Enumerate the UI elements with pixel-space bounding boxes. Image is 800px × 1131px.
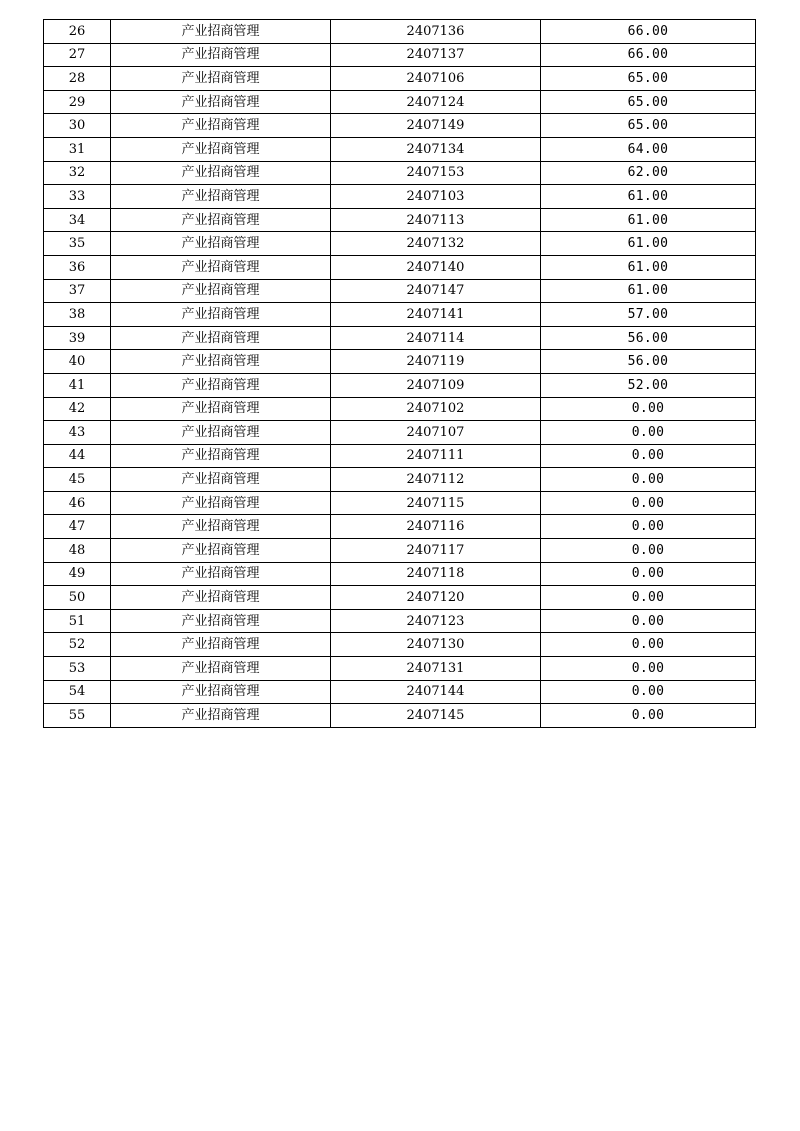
score-cell: 66.00 bbox=[541, 43, 756, 67]
candidate-id-cell: 2407144 bbox=[331, 680, 541, 704]
position-cell: 产业招商管理 bbox=[111, 633, 331, 657]
candidate-id-cell: 2407145 bbox=[331, 704, 541, 728]
row-number-cell: 49 bbox=[44, 562, 111, 586]
candidate-id-cell: 2407112 bbox=[331, 468, 541, 492]
row-number-cell: 40 bbox=[44, 350, 111, 374]
score-cell: 0.00 bbox=[541, 515, 756, 539]
table-row bbox=[44, 491, 756, 515]
table-row bbox=[44, 468, 756, 492]
score-cell: 64.00 bbox=[541, 137, 756, 161]
row-number-cell: 34 bbox=[44, 208, 111, 232]
score-cell: 0.00 bbox=[541, 609, 756, 633]
candidate-id-cell: 2407107 bbox=[331, 421, 541, 445]
score-cell: 0.00 bbox=[541, 657, 756, 681]
row-number-cell: 48 bbox=[44, 539, 111, 563]
candidate-id-cell: 2407123 bbox=[331, 609, 541, 633]
candidate-id-cell: 2407136 bbox=[331, 20, 541, 44]
candidate-id-cell: 2407124 bbox=[331, 90, 541, 114]
row-number-cell: 55 bbox=[44, 704, 111, 728]
candidate-id-cell: 2407113 bbox=[331, 208, 541, 232]
position-cell: 产业招商管理 bbox=[111, 20, 331, 44]
score-cell: 66.00 bbox=[541, 20, 756, 44]
row-number-cell: 39 bbox=[44, 326, 111, 350]
candidate-id-cell: 2407134 bbox=[331, 137, 541, 161]
candidate-id-cell: 2407149 bbox=[331, 114, 541, 138]
row-number-cell: 54 bbox=[44, 680, 111, 704]
position-cell: 产业招商管理 bbox=[111, 232, 331, 256]
candidate-id-cell: 2407140 bbox=[331, 255, 541, 279]
candidate-id-cell: 2407102 bbox=[331, 397, 541, 421]
row-number-cell: 32 bbox=[44, 161, 111, 185]
table-row bbox=[44, 326, 756, 350]
position-cell: 产业招商管理 bbox=[111, 491, 331, 515]
candidate-id-cell: 2407131 bbox=[331, 657, 541, 681]
row-number-cell: 26 bbox=[44, 20, 111, 44]
position-cell: 产业招商管理 bbox=[111, 515, 331, 539]
table-row bbox=[44, 232, 756, 256]
table-row bbox=[44, 303, 756, 327]
score-cell: 61.00 bbox=[541, 255, 756, 279]
position-cell: 产业招商管理 bbox=[111, 137, 331, 161]
score-cell: 61.00 bbox=[541, 279, 756, 303]
row-number-cell: 43 bbox=[44, 421, 111, 445]
score-table bbox=[43, 19, 756, 728]
candidate-id-cell: 2407132 bbox=[331, 232, 541, 256]
position-cell: 产业招商管理 bbox=[111, 539, 331, 563]
table-row bbox=[44, 161, 756, 185]
position-cell: 产业招商管理 bbox=[111, 303, 331, 327]
position-cell: 产业招商管理 bbox=[111, 373, 331, 397]
table-row bbox=[44, 114, 756, 138]
row-number-cell: 50 bbox=[44, 586, 111, 610]
score-cell: 61.00 bbox=[541, 208, 756, 232]
score-cell: 52.00 bbox=[541, 373, 756, 397]
score-cell: 0.00 bbox=[541, 586, 756, 610]
row-number-cell: 36 bbox=[44, 255, 111, 279]
score-cell: 0.00 bbox=[541, 633, 756, 657]
table-row bbox=[44, 397, 756, 421]
candidate-id-cell: 2407115 bbox=[331, 491, 541, 515]
candidate-id-cell: 2407114 bbox=[331, 326, 541, 350]
score-cell: 61.00 bbox=[541, 232, 756, 256]
position-cell: 产业招商管理 bbox=[111, 114, 331, 138]
row-number-cell: 27 bbox=[44, 43, 111, 67]
table-row bbox=[44, 704, 756, 728]
score-cell: 56.00 bbox=[541, 350, 756, 374]
score-cell: 57.00 bbox=[541, 303, 756, 327]
score-cell: 0.00 bbox=[541, 421, 756, 445]
table-row bbox=[44, 657, 756, 681]
score-cell: 0.00 bbox=[541, 562, 756, 586]
score-cell: 0.00 bbox=[541, 468, 756, 492]
candidate-id-cell: 2407109 bbox=[331, 373, 541, 397]
row-number-cell: 51 bbox=[44, 609, 111, 633]
candidate-id-cell: 2407119 bbox=[331, 350, 541, 374]
row-number-cell: 31 bbox=[44, 137, 111, 161]
candidate-id-cell: 2407147 bbox=[331, 279, 541, 303]
position-cell: 产业招商管理 bbox=[111, 657, 331, 681]
position-cell: 产业招商管理 bbox=[111, 350, 331, 374]
row-number-cell: 37 bbox=[44, 279, 111, 303]
candidate-id-cell: 2407118 bbox=[331, 562, 541, 586]
row-number-cell: 44 bbox=[44, 444, 111, 468]
row-number-cell: 35 bbox=[44, 232, 111, 256]
position-cell: 产业招商管理 bbox=[111, 397, 331, 421]
table-row bbox=[44, 67, 756, 91]
table-row bbox=[44, 562, 756, 586]
candidate-id-cell: 2407103 bbox=[331, 185, 541, 209]
row-number-cell: 29 bbox=[44, 90, 111, 114]
position-cell: 产业招商管理 bbox=[111, 255, 331, 279]
score-cell: 65.00 bbox=[541, 67, 756, 91]
table-row bbox=[44, 515, 756, 539]
candidate-id-cell: 2407117 bbox=[331, 539, 541, 563]
score-table-body bbox=[44, 20, 756, 728]
table-row bbox=[44, 43, 756, 67]
position-cell: 产业招商管理 bbox=[111, 444, 331, 468]
table-row bbox=[44, 185, 756, 209]
candidate-id-cell: 2407153 bbox=[331, 161, 541, 185]
candidate-id-cell: 2407130 bbox=[331, 633, 541, 657]
table-row bbox=[44, 539, 756, 563]
position-cell: 产业招商管理 bbox=[111, 704, 331, 728]
row-number-cell: 30 bbox=[44, 114, 111, 138]
position-cell: 产业招商管理 bbox=[111, 161, 331, 185]
score-cell: 0.00 bbox=[541, 444, 756, 468]
table-row bbox=[44, 633, 756, 657]
row-number-cell: 42 bbox=[44, 397, 111, 421]
position-cell: 产业招商管理 bbox=[111, 326, 331, 350]
row-number-cell: 46 bbox=[44, 491, 111, 515]
position-cell: 产业招商管理 bbox=[111, 562, 331, 586]
table-row bbox=[44, 20, 756, 44]
score-cell: 65.00 bbox=[541, 114, 756, 138]
score-cell: 0.00 bbox=[541, 491, 756, 515]
position-cell: 产业招商管理 bbox=[111, 67, 331, 91]
candidate-id-cell: 2407120 bbox=[331, 586, 541, 610]
table-row bbox=[44, 90, 756, 114]
table-row bbox=[44, 421, 756, 445]
row-number-cell: 52 bbox=[44, 633, 111, 657]
score-cell: 62.00 bbox=[541, 161, 756, 185]
table-row bbox=[44, 680, 756, 704]
candidate-id-cell: 2407111 bbox=[331, 444, 541, 468]
candidate-id-cell: 2407116 bbox=[331, 515, 541, 539]
row-number-cell: 28 bbox=[44, 67, 111, 91]
score-cell: 61.00 bbox=[541, 185, 756, 209]
position-cell: 产业招商管理 bbox=[111, 90, 331, 114]
position-cell: 产业招商管理 bbox=[111, 185, 331, 209]
position-cell: 产业招商管理 bbox=[111, 468, 331, 492]
candidate-id-cell: 2407106 bbox=[331, 67, 541, 91]
position-cell: 产业招商管理 bbox=[111, 208, 331, 232]
position-cell: 产业招商管理 bbox=[111, 43, 331, 67]
table-row bbox=[44, 137, 756, 161]
position-cell: 产业招商管理 bbox=[111, 609, 331, 633]
candidate-id-cell: 2407137 bbox=[331, 43, 541, 67]
score-cell: 0.00 bbox=[541, 539, 756, 563]
row-number-cell: 41 bbox=[44, 373, 111, 397]
row-number-cell: 53 bbox=[44, 657, 111, 681]
position-cell: 产业招商管理 bbox=[111, 421, 331, 445]
row-number-cell: 33 bbox=[44, 185, 111, 209]
candidate-id-cell: 2407141 bbox=[331, 303, 541, 327]
table-row bbox=[44, 373, 756, 397]
position-cell: 产业招商管理 bbox=[111, 680, 331, 704]
score-cell: 0.00 bbox=[541, 397, 756, 421]
score-cell: 0.00 bbox=[541, 704, 756, 728]
score-cell: 0.00 bbox=[541, 680, 756, 704]
table-row bbox=[44, 350, 756, 374]
table-row bbox=[44, 444, 756, 468]
row-number-cell: 47 bbox=[44, 515, 111, 539]
table-row bbox=[44, 279, 756, 303]
table-row bbox=[44, 586, 756, 610]
score-cell: 65.00 bbox=[541, 90, 756, 114]
table-row bbox=[44, 208, 756, 232]
row-number-cell: 38 bbox=[44, 303, 111, 327]
score-cell: 56.00 bbox=[541, 326, 756, 350]
table-row bbox=[44, 609, 756, 633]
table-row bbox=[44, 255, 756, 279]
position-cell: 产业招商管理 bbox=[111, 279, 331, 303]
position-cell: 产业招商管理 bbox=[111, 586, 331, 610]
row-number-cell: 45 bbox=[44, 468, 111, 492]
